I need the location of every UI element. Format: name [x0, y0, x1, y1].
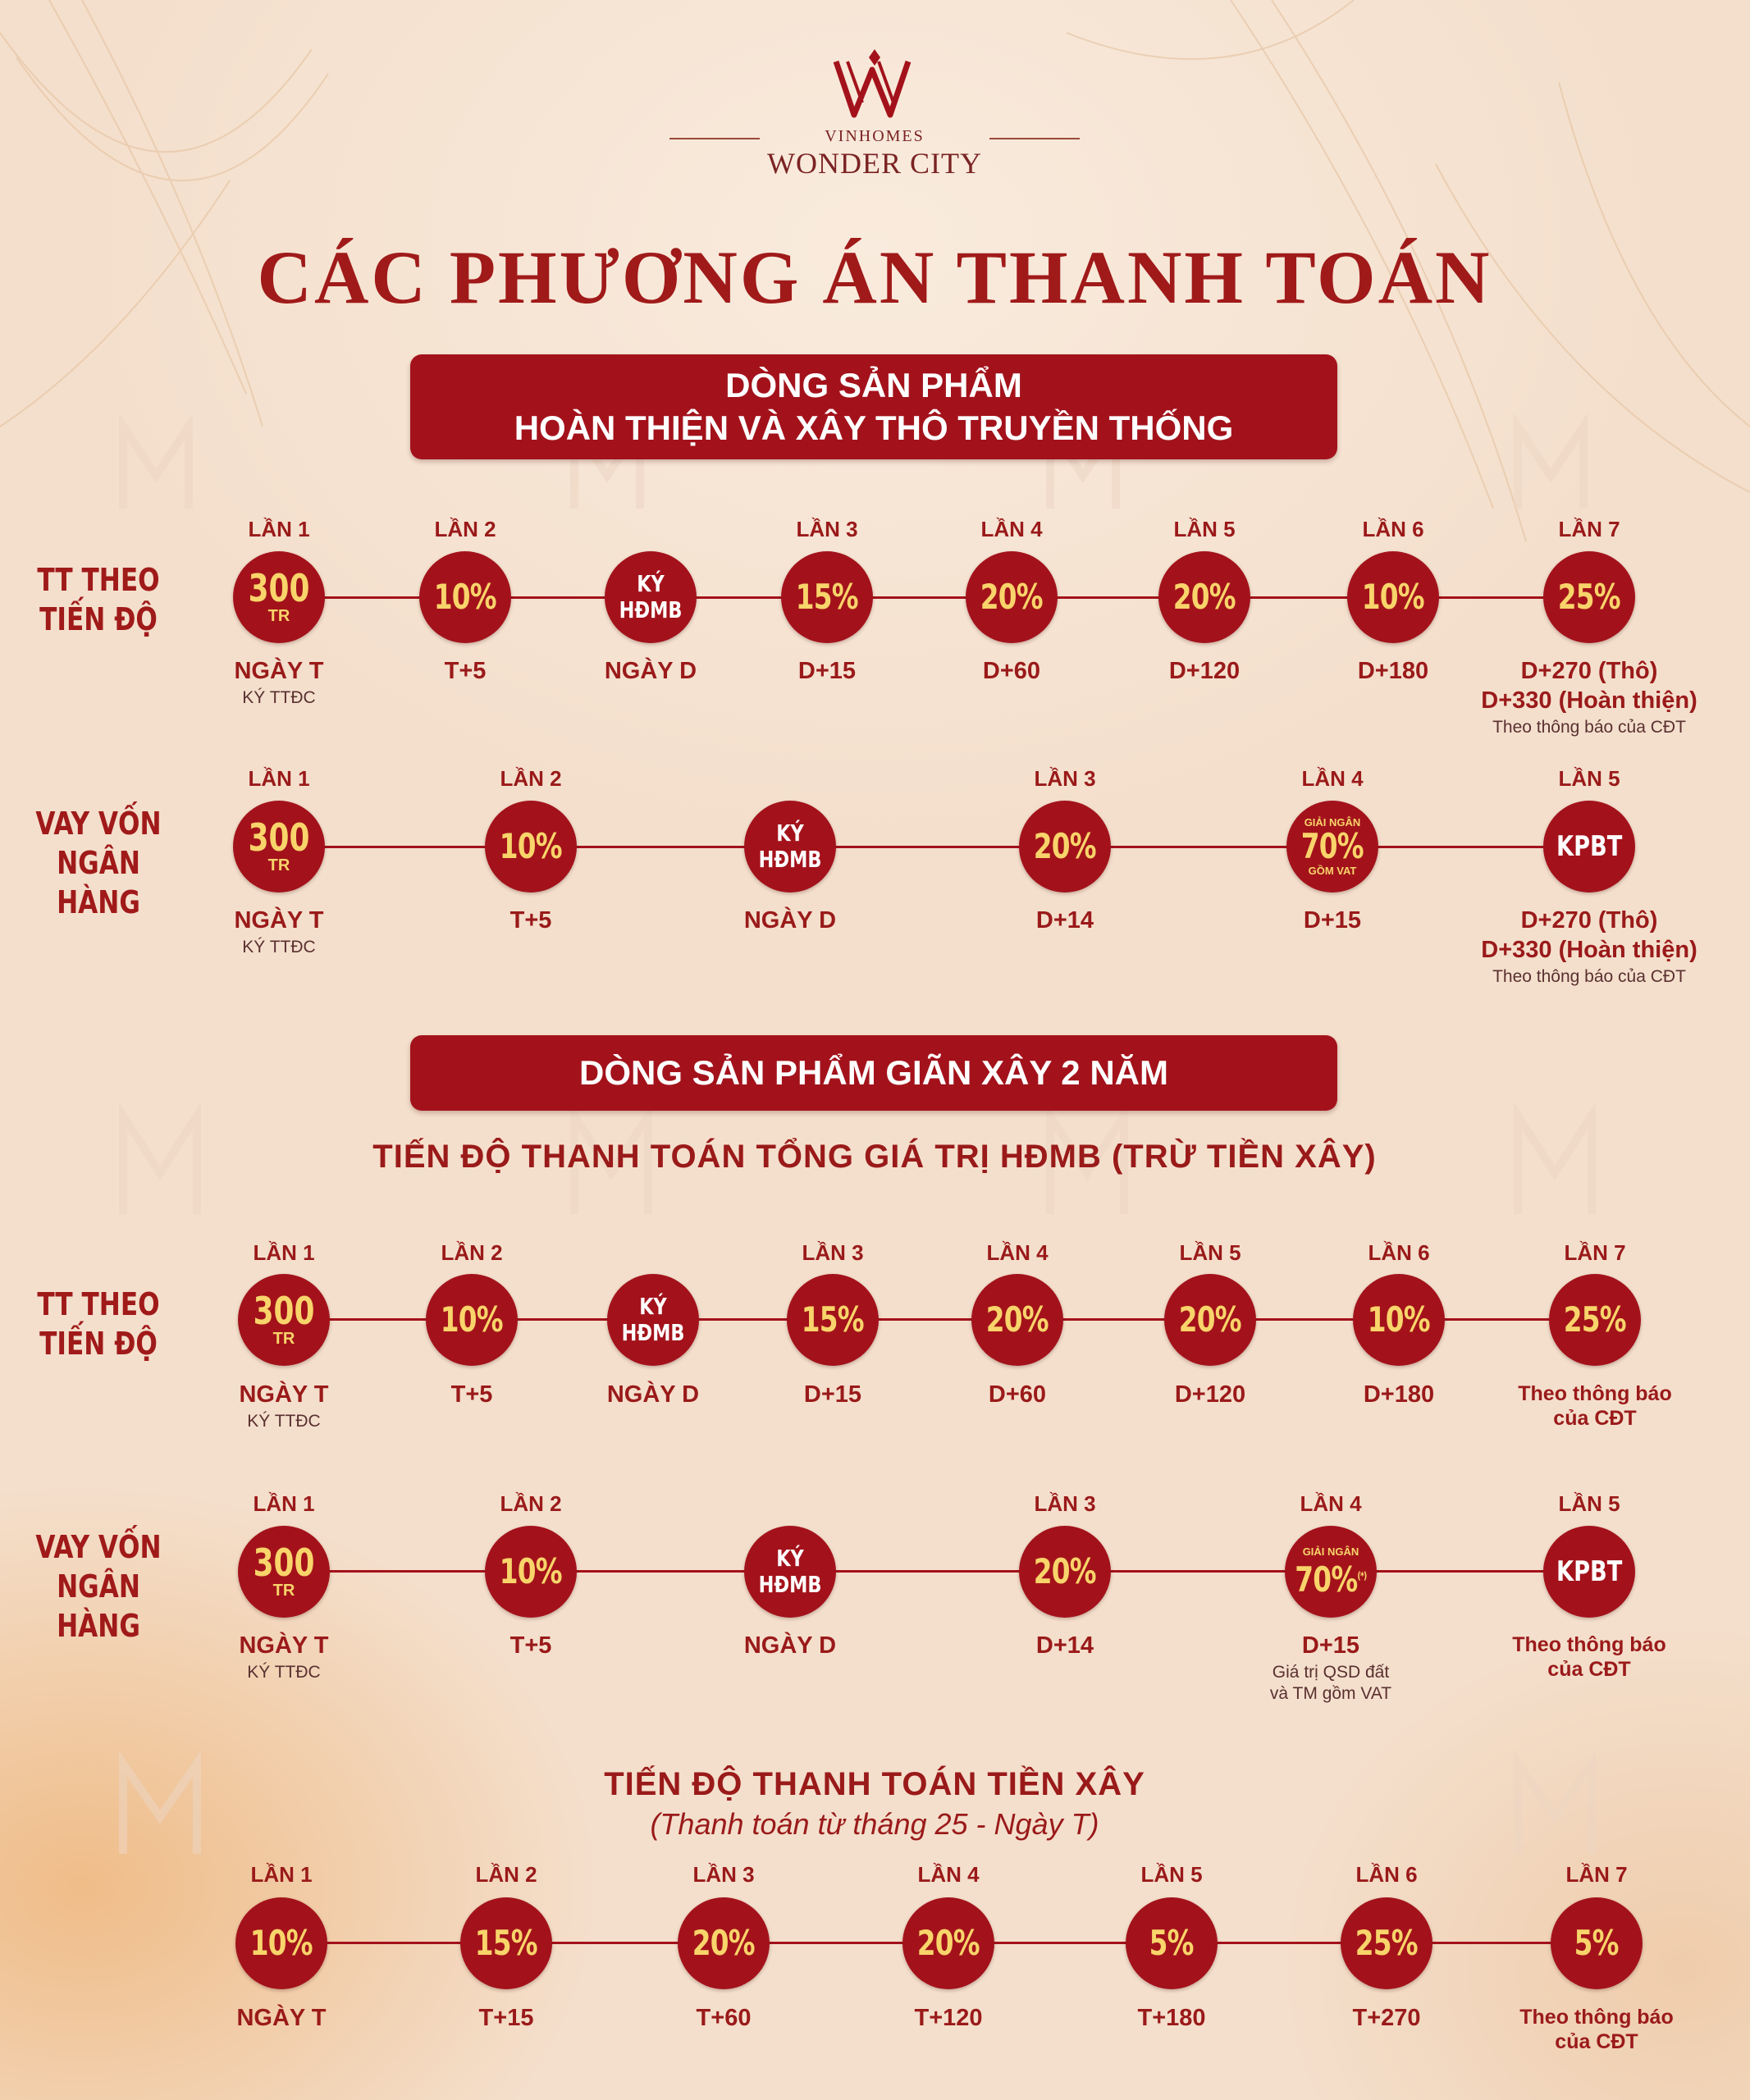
- step-lan-label: LẦN 6: [1362, 517, 1424, 541]
- step-value: 25%: [1355, 1923, 1419, 1963]
- step-due: T+15: [478, 2005, 534, 2031]
- vw-monogram-icon: [829, 49, 920, 123]
- step-circle-r2-s2: [607, 1274, 699, 1366]
- step-circle-r3-s2: [744, 1526, 836, 1618]
- brand-name-small: VINHOMES: [825, 127, 925, 145]
- step-circle-r0-s4: [966, 551, 1058, 643]
- step-lan-label: LẦN 1: [248, 766, 310, 791]
- step-due: D+270 (Thô): [1520, 658, 1658, 684]
- step-due: T+5: [444, 658, 487, 684]
- step-circle-r3-s5: [1543, 1526, 1635, 1618]
- step-lan-label: LẦN 7: [1565, 1862, 1628, 1887]
- step-lan-label: LẦN 5: [1173, 517, 1236, 541]
- step-due: NGÀY D: [743, 1632, 837, 1659]
- step-lan-label: LẦN 3: [1034, 766, 1096, 791]
- step-due: NGÀY T: [239, 1632, 329, 1659]
- step-lan-label: LẦN 1: [253, 1240, 315, 1265]
- step-due: T+60: [696, 2005, 752, 2031]
- section3-note: (Thanh toán từ tháng 25 - Ngày T): [650, 1807, 1099, 1841]
- step-lan-label: LẦN 1: [253, 1491, 315, 1516]
- step-note: KÝ TTĐC: [247, 1663, 321, 1682]
- step-lan-label: LẦN 6: [1355, 1862, 1418, 1887]
- step-due-note-2: của CĐT: [1553, 1407, 1637, 1430]
- step-value-unit: TR: [267, 607, 290, 625]
- step-value-unit: TR: [272, 1330, 295, 1348]
- step-note: KÝ TTĐC: [242, 688, 316, 707]
- step-due: D+15: [797, 658, 857, 684]
- step-note: Giá trị QSD đất: [1272, 1663, 1390, 1682]
- step-due: D+180: [1357, 658, 1429, 684]
- step-due: NGÀY T: [239, 1381, 329, 1408]
- step-due: D+14: [1035, 907, 1094, 934]
- s1r2-row-label: VAY VỐN NGÂN HÀNG: [35, 806, 162, 920]
- step-due: T+5: [450, 1381, 493, 1408]
- step-value-footnote: (*): [1357, 1570, 1367, 1582]
- step-lan-label: LẦN 2: [434, 517, 496, 541]
- step-circle-r0-s0: [233, 551, 325, 643]
- step-value: 70%: [1300, 826, 1364, 866]
- step-due-note-2: của CĐT: [1555, 2030, 1638, 2053]
- step-note: KÝ TTĐC: [247, 1412, 321, 1431]
- step-lan-label: LẦN 4: [980, 517, 1043, 541]
- step-circle-r1-s3: [1019, 801, 1111, 892]
- step-sign-text: HĐMB: [758, 1571, 822, 1598]
- step-circle-r0-s1: [419, 551, 511, 643]
- step-due: T+180: [1137, 2005, 1206, 2031]
- step-circle-r4-s2: [678, 1897, 770, 1989]
- step-lan-label: LẦN 1: [250, 1862, 313, 1887]
- section1-banner: [410, 354, 1337, 459]
- step-due: NGÀY D: [743, 907, 837, 934]
- s1r2-timeline: [279, 846, 1592, 848]
- step-circle-r1-s2: [744, 801, 836, 892]
- step-value: 70%(*): [1295, 1559, 1367, 1600]
- step-note: Theo thông báo của CĐT: [1492, 718, 1686, 737]
- step-due: D+15: [1303, 907, 1362, 934]
- step-value-unit: TR: [267, 856, 290, 874]
- step-circle-top-text: GIẢI NGÂN: [1302, 1545, 1359, 1558]
- step-due: D+15: [1301, 1632, 1360, 1659]
- step-lan-label: LẦN 2: [500, 766, 562, 791]
- step-circle-bottom-text: GỒM VAT: [1308, 865, 1357, 877]
- step-lan-label: LẦN 2: [441, 1240, 503, 1265]
- step-circle-r0-s2: [605, 551, 697, 643]
- brand-logo: [829, 49, 920, 127]
- step-due: D+270 (Thô): [1520, 907, 1658, 934]
- step-value: 20%: [1172, 577, 1236, 617]
- page-title: CÁC PHƯƠNG ÁN THANH TOÁN: [257, 235, 1492, 319]
- step-due-2: D+330 (Hoàn thiện): [1481, 687, 1697, 714]
- step-value: 20%: [1033, 1551, 1097, 1591]
- step-lan-label: LẦN 7: [1564, 1240, 1626, 1265]
- step-due-note: Theo thông báo: [1512, 1633, 1666, 1656]
- step-due-note-2: của CĐT: [1547, 1658, 1631, 1681]
- step-due: D+60: [988, 1381, 1047, 1408]
- brand-name-large: WONDER CITY: [767, 147, 982, 180]
- step-circle-r1-s4: [1286, 801, 1378, 892]
- step-value: 10%: [440, 1299, 504, 1340]
- step-lan-label: LẦN 4: [986, 1240, 1049, 1265]
- step-lan-label: LẦN 5: [1558, 766, 1620, 791]
- step-lan-label: LẦN 5: [1179, 1240, 1241, 1265]
- step-circle-r3-s0: [238, 1526, 330, 1618]
- step-lan-label: LẦN 3: [692, 1862, 755, 1887]
- brand-divider-left: [669, 138, 760, 139]
- step-value: 10%: [249, 1923, 313, 1963]
- step-lan-label: LẦN 4: [1301, 766, 1364, 791]
- step-sign-text: KÝ: [776, 1545, 804, 1572]
- step-lan-label: LẦN 3: [802, 1240, 864, 1265]
- step-sign-text: HĐMB: [619, 596, 683, 623]
- step-due: NGÀY D: [606, 1381, 700, 1408]
- s1r1-row-label: TT THEO TIẾN ĐỘ: [37, 562, 160, 637]
- step-value: 10%: [499, 826, 563, 866]
- step-value: 20%: [985, 1299, 1049, 1340]
- step-due: T+5: [509, 1632, 552, 1659]
- s2r2-timeline: [283, 1570, 1596, 1573]
- step-note: KÝ TTĐC: [242, 938, 316, 956]
- step-value: 25%: [1557, 577, 1621, 617]
- step-lan-label: LẦN 1: [248, 517, 310, 541]
- step-circle-r4-s4: [1126, 1897, 1218, 1989]
- step-due: T+5: [509, 907, 552, 934]
- step-due: T+270: [1352, 2005, 1421, 2031]
- step-lan-label: LẦN 2: [500, 1491, 562, 1516]
- step-value: 20%: [1178, 1299, 1242, 1340]
- step-circle-r2-s0: [238, 1274, 330, 1366]
- step-circle-r0-s6: [1347, 551, 1439, 643]
- section1-banner-line1: DÒNG SẢN PHẨM: [725, 366, 1022, 404]
- step-value: 15%: [801, 1299, 865, 1340]
- step-due-note: Theo thông báo: [1519, 2006, 1674, 2029]
- step-circle-r4-s5: [1341, 1897, 1432, 1989]
- step-value: 10%: [433, 577, 497, 617]
- step-value: 15%: [474, 1923, 538, 1963]
- step-sign-text: HĐMB: [758, 846, 822, 873]
- step-circle-r0-s7: [1543, 551, 1635, 643]
- s2r1-row-label: TT THEO TIẾN ĐỘ: [37, 1286, 160, 1362]
- step-circle-r1-s1: [485, 801, 577, 892]
- step-value-unit: TR: [272, 1582, 295, 1600]
- step-circle-r2-s5: [1164, 1274, 1256, 1366]
- step-due: NGÀY T: [234, 658, 324, 684]
- step-circle-text: KPBT: [1556, 1555, 1623, 1588]
- step-value: 10%: [1367, 1299, 1431, 1340]
- step-lan-label: LẦN 3: [796, 517, 858, 541]
- step-circle-r0-s3: [781, 551, 873, 643]
- step-value: 15%: [795, 577, 859, 617]
- step-lan-label: LẦN 5: [1140, 1862, 1203, 1887]
- step-circle-r2-s6: [1353, 1274, 1445, 1366]
- step-value: 10%: [499, 1551, 563, 1591]
- brand-divider-right: [989, 138, 1080, 139]
- section2-banner: DÒNG SẢN PHẨM GIÃN XÂY 2 NĂM: [410, 1035, 1337, 1111]
- step-note-2: và TM gồm VAT: [1269, 1684, 1392, 1703]
- step-lan-label: LẦN 5: [1558, 1491, 1620, 1516]
- step-due: D+60: [982, 658, 1041, 684]
- step-circle-r4-s3: [902, 1897, 994, 1989]
- step-circle-r2-s7: [1549, 1274, 1641, 1366]
- step-circle-r3-s3: [1019, 1526, 1111, 1618]
- step-due: D+120: [1168, 658, 1241, 684]
- step-circle-r4-s6: [1551, 1897, 1643, 1989]
- step-lan-label: LẦN 4: [1300, 1491, 1362, 1516]
- step-circle-r0-s5: [1158, 551, 1250, 643]
- step-circle-r4-s1: [460, 1897, 552, 1989]
- step-lan-label: LẦN 7: [1558, 517, 1620, 541]
- step-sign-text: HĐMB: [621, 1319, 685, 1346]
- step-value: 300: [248, 566, 310, 610]
- step-note: Theo thông báo của CĐT: [1492, 967, 1686, 986]
- step-value: 10%: [1361, 577, 1425, 617]
- step-circle-top-text: GIẢI NGÂN: [1304, 816, 1361, 829]
- step-value: 20%: [692, 1923, 756, 1963]
- step-value: 300: [253, 1541, 315, 1585]
- step-value: 5%: [1574, 1923, 1620, 1963]
- step-value: 300: [253, 1289, 315, 1333]
- step-due: D+120: [1174, 1381, 1246, 1408]
- section3-subtitle: TIẾN ĐỘ THANH TOÁN TIỀN XÂY: [604, 1766, 1145, 1802]
- step-value: 20%: [1033, 826, 1097, 866]
- step-due: D+14: [1035, 1632, 1094, 1659]
- step-due: NGÀY T: [236, 2005, 327, 2031]
- step-lan-label: LẦN 3: [1034, 1491, 1096, 1516]
- step-circle-r1-s5: [1543, 801, 1635, 892]
- section2-subtitle: TIẾN ĐỘ THANH TOÁN TỔNG GIÁ TRỊ HĐMB (TRỪ TIỀN XÂY): [372, 1139, 1377, 1175]
- step-sign-text: KÝ: [639, 1293, 667, 1320]
- step-circle-r1-s0: [233, 801, 325, 892]
- step-lan-label: LẦN 6: [1368, 1240, 1430, 1265]
- step-circle-r3-s1: [485, 1526, 577, 1618]
- step-value: 300: [248, 815, 310, 860]
- s2r2-row-label: VAY VỐN NGÂN HÀNG: [35, 1529, 162, 1644]
- step-sign-text: KÝ: [637, 570, 665, 597]
- step-circle-r2-s4: [971, 1274, 1063, 1366]
- step-due: NGÀY T: [234, 907, 324, 934]
- section1-banner-line2: HOÀN THIỆN VÀ XÂY THÔ TRUYỀN THỐNG: [514, 409, 1234, 447]
- step-due: NGÀY D: [604, 658, 697, 684]
- step-due: D+15: [803, 1381, 862, 1408]
- step-circle-r2-s1: [426, 1274, 518, 1366]
- step-due-2: D+330 (Hoàn thiện): [1481, 937, 1697, 963]
- step-circle-r2-s3: [787, 1274, 879, 1366]
- step-sign-text: KÝ: [776, 819, 804, 847]
- step-due-note: Theo thông báo: [1518, 1382, 1672, 1405]
- step-value: 20%: [916, 1923, 980, 1963]
- step-value: 5%: [1149, 1923, 1195, 1963]
- step-value: 20%: [980, 577, 1044, 617]
- step-lan-label: LẦN 2: [475, 1862, 537, 1887]
- step-lan-label: LẦN 4: [917, 1862, 980, 1887]
- step-value: 25%: [1563, 1299, 1627, 1340]
- step-due: T+120: [914, 2005, 983, 2031]
- step-circle-r3-s4: [1285, 1526, 1377, 1618]
- step-due: D+180: [1363, 1381, 1435, 1408]
- step-circle-text: KPBT: [1556, 830, 1623, 863]
- step-circle-r4-s0: [235, 1897, 327, 1989]
